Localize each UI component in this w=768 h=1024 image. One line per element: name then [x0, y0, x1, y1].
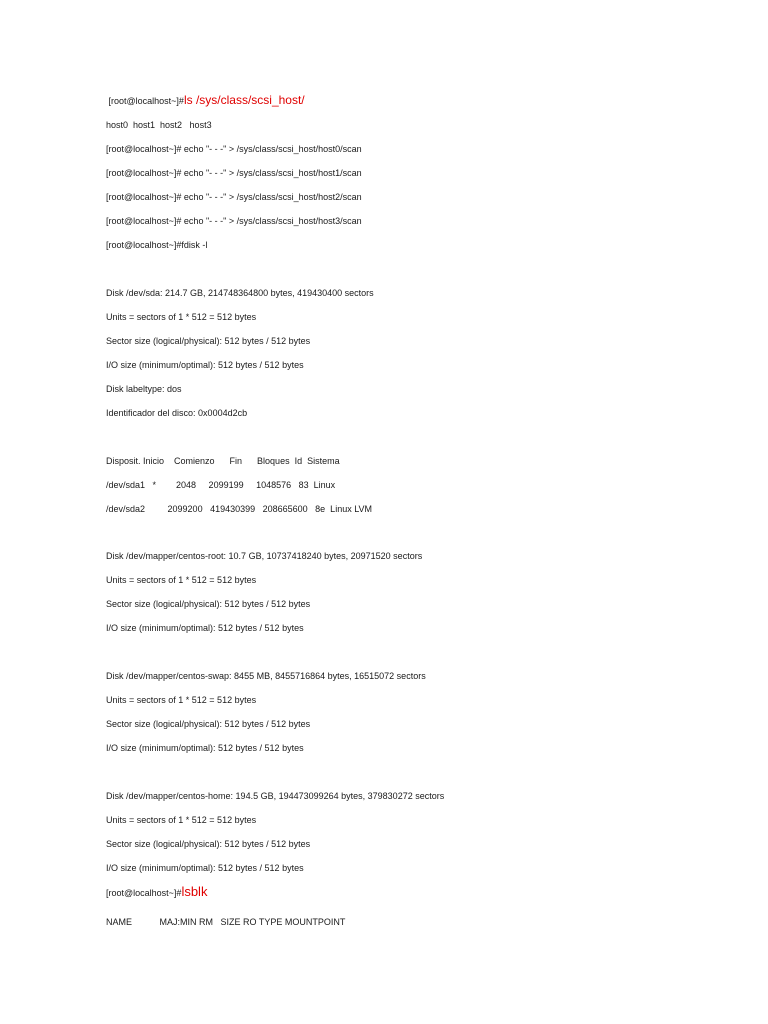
hosts-output: host0 host1 host2 host3 [106, 120, 212, 130]
fdisk-command-line: [root@localhost~]#fdisk -l [106, 240, 208, 250]
sda-ident-line: Identificador del disco: 0x0004d2cb [106, 408, 248, 418]
sda-disk-line: Disk /dev/sda: 214.7 GB, 214748364800 bytes, 419430400 sectors [106, 288, 374, 298]
sda-units-line: Units = sectors of 1 * 512 = 512 bytes [106, 312, 257, 322]
root-disk-line: Disk /dev/mapper/centos-root: 10.7 GB, 10737418240 bytes, 20971520 sectors [106, 551, 423, 561]
echo-host2-line: [root@localhost~]# echo "- - -" > /sys/class/scsi_host/host2/scan [106, 192, 362, 202]
swap-units-line: Units = sectors of 1 * 512 = 512 bytes [106, 695, 257, 705]
prompt-text: [root@localhost~]# [106, 888, 182, 898]
sda-sector-line: Sector size (logical/physical): 512 bytes / 512 bytes [106, 336, 311, 346]
home-sector-line: Sector size (logical/physical): 512 bytes / 512 bytes [106, 839, 311, 849]
root-units-line: Units = sectors of 1 * 512 = 512 bytes [106, 575, 257, 585]
echo-host1-line: [root@localhost~]# echo "- - -" > /sys/class/scsi_host/host1/scan [106, 168, 362, 178]
swap-sector-line: Sector size (logical/physical): 512 bytes / 512 bytes [106, 719, 311, 729]
root-io-line: I/O size (minimum/optimal): 512 bytes / 512 bytes [106, 623, 304, 633]
home-units-line: Units = sectors of 1 * 512 = 512 bytes [106, 815, 257, 825]
lsblk-header-line: NAME MAJ:MIN RM SIZE RO TYPE MOUNTPOINT [106, 917, 346, 927]
lsblk-command: lsblk [181, 884, 208, 899]
swap-io-line: I/O size (minimum/optimal): 512 bytes / 512 bytes [106, 743, 304, 753]
sda-io-line: I/O size (minimum/optimal): 512 bytes / 512 bytes [106, 360, 304, 370]
partition-row-sda2: /dev/sda2 2099200 419430399 208665600 8e Linux LVM [106, 504, 373, 514]
echo-host0-line: [root@localhost~]# echo "- - -" > /sys/class/scsi_host/host0/scan [106, 144, 362, 154]
echo-host3-line: [root@localhost~]# echo "- - -" > /sys/class/scsi_host/host3/scan [106, 216, 362, 226]
ls-command: ls /sys/class/scsi_host/ [183, 93, 305, 107]
partition-row-sda1: /dev/sda1 * 2048 2099199 1048576 83 Linux [106, 480, 336, 490]
command-line-ls [106, 94, 305, 107]
home-disk-line: Disk /dev/mapper/centos-home: 194.5 GB, 194473099264 bytes, 379830272 sectors [106, 791, 445, 801]
home-io-line: I/O size (minimum/optimal): 512 bytes / 512 bytes [106, 863, 304, 873]
sda-label-line: Disk labeltype: dos [106, 384, 182, 394]
prompt-text: [root@localhost~]# [106, 96, 184, 106]
swap-disk-line: Disk /dev/mapper/centos-swap: 8455 MB, 8455716864 bytes, 16515072 sectors [106, 671, 426, 681]
root-sector-line: Sector size (logical/physical): 512 bytes / 512 bytes [106, 599, 311, 609]
partition-table-header: Disposit. Inicio Comienzo Fin Bloques Id Sistema [106, 456, 340, 466]
command-line-lsblk [106, 886, 207, 899]
